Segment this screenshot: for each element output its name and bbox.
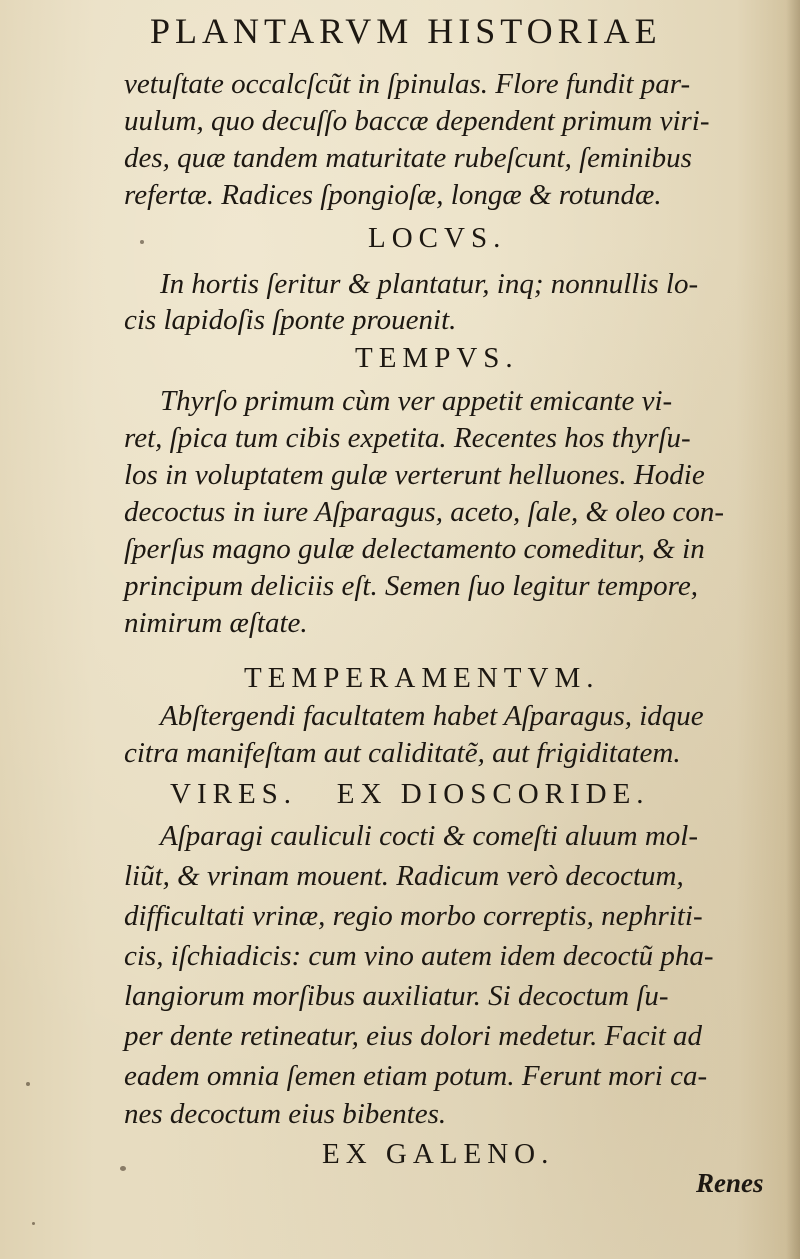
text-line: per dente retineatur, eius dolori medetur. Facit ad (124, 1020, 703, 1052)
text-line: langiorum morſibus auxiliatur. Si decoctum ſu- (124, 980, 669, 1012)
paper-speck (120, 1166, 126, 1171)
paper-speck (32, 1222, 35, 1225)
text-line: cis, iſchiadicis: cum vino autem idem decoctũ pha- (124, 940, 714, 972)
section-heading-vires: VIRES. EX DIOSCORIDE. (170, 778, 650, 810)
text-line: difficultati vrinæ, regio morbo correptis, nephriti- (124, 900, 703, 932)
paper-speck (26, 1082, 30, 1086)
text-line: Thyrſo primum cùm ver appetit emicante vi- (160, 385, 673, 417)
text-line: refertæ. Radices ſpongioſæ, longæ & rotundæ. (124, 179, 662, 211)
text-line: decoctus in iure Aſparagus, aceto, ſale, & oleo con- (124, 496, 725, 528)
catchword: Renes (696, 1168, 764, 1198)
text-line: Abſtergendi facultatem habet Aſparagus, idque (160, 700, 704, 732)
running-title: PLANTARVM HISTORIAE (150, 11, 662, 51)
page-edge-shadow (786, 0, 800, 1259)
section-heading-galeno: EX GALENO. (322, 1138, 555, 1170)
text-line: In hortis ſeritur & plantatur, inq; nonnullis lo- (160, 268, 699, 300)
text-line: ret, ſpica tum cibis expetita. Recentes hos thyrſu- (124, 422, 691, 454)
text-line: nimirum æſtate. (124, 607, 308, 639)
section-heading-temperamentum: TEMPERAMENTVM. (244, 662, 600, 694)
text-line: citra manifeſtam aut caliditatẽ, aut frigiditatem. (124, 737, 681, 769)
section-heading-tempus: TEMPVS. (355, 342, 519, 374)
text-line: ſperſus magno gulæ delectamento comeditur, & in (124, 533, 705, 565)
text-line: cis lapidoſis ſponte prouenit. (124, 304, 457, 336)
text-line: des, quæ tandem maturitate rubeſcunt, ſeminibus (124, 142, 692, 174)
paper-speck (140, 240, 144, 244)
section-heading-locus: LOCVS. (368, 222, 507, 254)
text-line: los in voluptatem gulæ verterunt helluones. Hodie (124, 459, 705, 491)
text-line: eadem omnia ſemen etiam potum. Ferunt mori ca- (124, 1060, 708, 1092)
text-line: Aſparagi cauliculi cocti & comeſti aluum mol- (160, 820, 699, 852)
text-line: principum deliciis eſt. Semen ſuo legitur tempore, (124, 570, 698, 602)
text-line: uulum, quo decuſſo baccæ dependent primum viri- (124, 105, 710, 137)
text-line: vetuſtate occalcſcũt in ſpinulas. Flore fundit par- (124, 68, 691, 100)
text-line: liũt, & vrinam mouent. Radicum verò decoctum, (124, 860, 684, 892)
text-line: nes decoctum eius bibentes. (124, 1098, 447, 1130)
